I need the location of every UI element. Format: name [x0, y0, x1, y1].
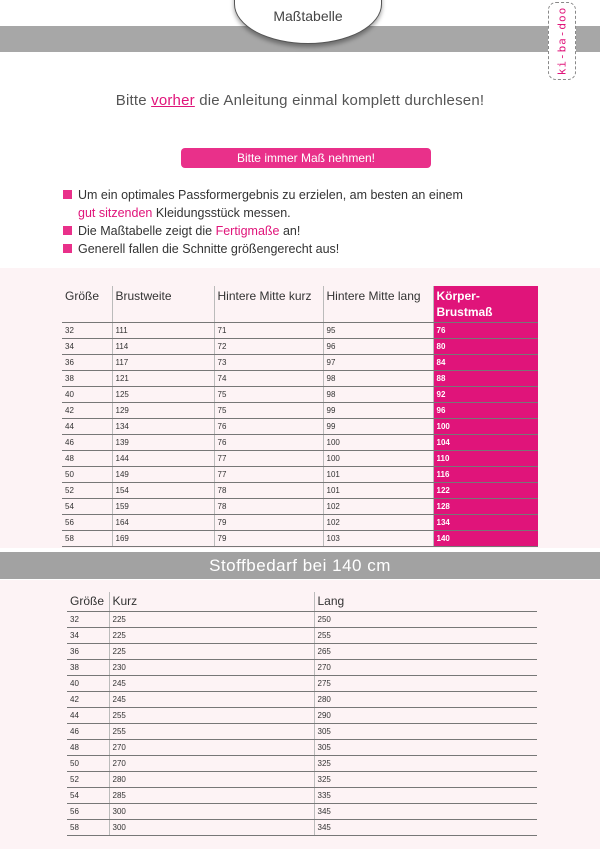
- tip-highlight: gut sitzenden: [78, 206, 153, 220]
- table-cell: 56: [67, 804, 109, 820]
- table-cell: 50: [62, 467, 112, 483]
- column-header: Hintere Mitte kurz: [214, 286, 323, 323]
- table-cell: 48: [67, 740, 109, 756]
- table-row: [67, 772, 537, 788]
- table-row: [67, 628, 537, 644]
- table-cell-highlight: 116: [433, 467, 538, 483]
- table-cell: 255: [314, 628, 537, 644]
- table-cell: 97: [323, 355, 433, 371]
- table-cell-highlight: 110: [433, 451, 538, 467]
- column-header-highlight: Körper-Brustmaß: [433, 286, 538, 323]
- table-cell: 230: [109, 660, 314, 676]
- table-row: [67, 708, 537, 724]
- table-cell: 40: [67, 676, 109, 692]
- table-cell: 48: [62, 451, 112, 467]
- table-cell: 169: [112, 531, 214, 547]
- table-row: [62, 355, 538, 371]
- note-text-after: die Anleitung einmal komplett durchlesen!: [194, 92, 485, 109]
- tip-text: Kleidungsstück messen.: [152, 206, 291, 220]
- table-cell: 225: [109, 612, 314, 628]
- table-cell: 149: [112, 467, 214, 483]
- table-cell: 275: [314, 676, 537, 692]
- tip-text: an!: [279, 224, 301, 238]
- table-cell-highlight: 134: [433, 515, 538, 531]
- table-cell-highlight: 122: [433, 483, 538, 499]
- table-cell-highlight: 96: [433, 403, 538, 419]
- table-cell: 98: [323, 387, 433, 403]
- table-row: [62, 387, 538, 403]
- table-cell: 102: [323, 515, 433, 531]
- table-cell: 44: [62, 419, 112, 435]
- table-cell: 305: [314, 740, 537, 756]
- table-cell: 154: [112, 483, 214, 499]
- table-cell: 285: [109, 788, 314, 804]
- column-header: Lang: [314, 592, 537, 612]
- table-row: [62, 531, 538, 547]
- fabric-section-band: [0, 552, 600, 579]
- table-cell: 164: [112, 515, 214, 531]
- table-row: [67, 788, 537, 804]
- size-table-body: [62, 323, 538, 547]
- table-cell: 99: [323, 403, 433, 419]
- table-cell: 58: [67, 820, 109, 836]
- table-cell: 325: [314, 756, 537, 772]
- table-cell: 125: [112, 387, 214, 403]
- table-cell: 77: [214, 467, 323, 483]
- brand-logo: [548, 2, 576, 80]
- table-cell-highlight: 140: [433, 531, 538, 547]
- table-cell: 50: [67, 756, 109, 772]
- table-row: [67, 644, 537, 660]
- table-cell: 79: [214, 515, 323, 531]
- tip-item: [63, 240, 533, 258]
- table-cell-highlight: 80: [433, 339, 538, 355]
- table-cell-highlight: 76: [433, 323, 538, 339]
- table-cell: 54: [62, 499, 112, 515]
- table-row: [62, 323, 538, 339]
- table-cell: 117: [112, 355, 214, 371]
- table-cell: 159: [112, 499, 214, 515]
- table-cell: 98: [323, 371, 433, 387]
- table-cell: 72: [214, 339, 323, 355]
- table-row: [67, 756, 537, 772]
- table-row: [67, 692, 537, 708]
- table-cell: 77: [214, 451, 323, 467]
- table-cell: 46: [62, 435, 112, 451]
- table-row: [62, 435, 538, 451]
- bullet-square-icon: [63, 190, 72, 199]
- table-cell: 56: [62, 515, 112, 531]
- table-row: [67, 740, 537, 756]
- table-cell: 300: [109, 820, 314, 836]
- table-cell-highlight: 128: [433, 499, 538, 515]
- table-row: [62, 419, 538, 435]
- table-row: [67, 724, 537, 740]
- fabric-section-title: Stoffbedarf bei 140 cm: [209, 556, 391, 575]
- table-cell: 270: [314, 660, 537, 676]
- table-cell: 101: [323, 483, 433, 499]
- table-cell: 42: [62, 403, 112, 419]
- table-cell: 100: [323, 451, 433, 467]
- table-cell: 129: [112, 403, 214, 419]
- table-cell: 75: [214, 403, 323, 419]
- table-cell: 40: [62, 387, 112, 403]
- column-header: Größe: [62, 286, 112, 323]
- table-cell: 255: [109, 724, 314, 740]
- fabric-table: [67, 592, 537, 836]
- table-row: [62, 515, 538, 531]
- table-cell-highlight: 88: [433, 371, 538, 387]
- table-cell: 58: [62, 531, 112, 547]
- table-cell: 345: [314, 804, 537, 820]
- table-cell: 114: [112, 339, 214, 355]
- table-cell: 255: [109, 708, 314, 724]
- tip-item: [63, 222, 533, 240]
- table-cell: 300: [109, 804, 314, 820]
- table-cell: 46: [67, 724, 109, 740]
- table-cell: 42: [67, 692, 109, 708]
- table-row: [62, 451, 538, 467]
- tip-text: Generell fallen die Schnitte größengerecht aus!: [78, 242, 340, 256]
- table-row: [62, 403, 538, 419]
- note-text-before: Bitte: [115, 92, 152, 109]
- tip-text: Die Maßtabelle zeigt die: [78, 224, 216, 238]
- tip-text: Um ein optimales Passformergebnis zu erzielen, am besten an einem: [78, 188, 463, 202]
- table-row: [67, 804, 537, 820]
- table-cell: 102: [323, 499, 433, 515]
- table-cell: 144: [112, 451, 214, 467]
- table-cell: 96: [323, 339, 433, 355]
- table-cell: 52: [67, 772, 109, 788]
- table-row: [62, 499, 538, 515]
- table-cell: 32: [62, 323, 112, 339]
- table-cell: 36: [62, 355, 112, 371]
- table-cell: 101: [323, 467, 433, 483]
- table-cell: 73: [214, 355, 323, 371]
- table-cell: 74: [214, 371, 323, 387]
- column-header: Brustweite: [112, 286, 214, 323]
- table-cell: 32: [67, 612, 109, 628]
- fabric-table-body: [67, 612, 537, 836]
- table-row: [62, 339, 538, 355]
- table-cell: 325: [314, 772, 537, 788]
- bullet-square-icon: [63, 226, 72, 235]
- table-cell: 103: [323, 531, 433, 547]
- column-header: Größe: [67, 592, 109, 612]
- bullet-square-icon: [63, 244, 72, 253]
- table-cell: 121: [112, 371, 214, 387]
- table-cell: 36: [67, 644, 109, 660]
- table-cell: 265: [314, 644, 537, 660]
- table-cell: 270: [109, 740, 314, 756]
- table-cell: 78: [214, 483, 323, 499]
- table-cell: 111: [112, 323, 214, 339]
- table-cell: 52: [62, 483, 112, 499]
- fabric-table-header-row: [67, 592, 537, 612]
- table-cell-highlight: 84: [433, 355, 538, 371]
- table-cell: 44: [67, 708, 109, 724]
- table-cell: 280: [314, 692, 537, 708]
- table-row: [62, 467, 538, 483]
- table-cell-highlight: 92: [433, 387, 538, 403]
- table-cell: 34: [67, 628, 109, 644]
- table-cell: 99: [323, 419, 433, 435]
- column-header: Hintere Mitte lang: [323, 286, 433, 323]
- table-cell-highlight: 100: [433, 419, 538, 435]
- table-cell: 100: [323, 435, 433, 451]
- table-cell: 79: [214, 531, 323, 547]
- table-row: [67, 660, 537, 676]
- table-cell: 95: [323, 323, 433, 339]
- table-cell: 139: [112, 435, 214, 451]
- tip-highlight: Fertigmaße: [215, 224, 280, 238]
- page-title: Maßtabelle: [273, 8, 343, 24]
- table-cell: 345: [314, 820, 537, 836]
- table-cell: 76: [214, 435, 323, 451]
- table-cell: 245: [109, 676, 314, 692]
- table-row: [67, 676, 537, 692]
- size-table-header-row: [62, 286, 538, 323]
- table-row: [62, 483, 538, 499]
- note-link[interactable]: vorher: [151, 92, 195, 109]
- column-header: Kurz: [109, 592, 314, 612]
- table-cell: 225: [109, 628, 314, 644]
- measure-reminder-badge: Bitte immer Maß nehmen!: [181, 148, 431, 168]
- table-row: [67, 820, 537, 836]
- table-cell: 78: [214, 499, 323, 515]
- brand-logo-text: ki-ba-doo: [555, 6, 569, 76]
- table-row: [62, 371, 538, 387]
- table-cell: 280: [109, 772, 314, 788]
- tips-list: [63, 186, 533, 258]
- table-cell: 38: [67, 660, 109, 676]
- table-cell: 225: [109, 644, 314, 660]
- table-cell: 75: [214, 387, 323, 403]
- table-cell: 134: [112, 419, 214, 435]
- table-cell: 335: [314, 788, 537, 804]
- table-cell: 305: [314, 724, 537, 740]
- table-cell: 290: [314, 708, 537, 724]
- table-row: [67, 612, 537, 628]
- size-table: [62, 286, 538, 547]
- table-cell-highlight: 104: [433, 435, 538, 451]
- read-instructions-note: [0, 92, 600, 109]
- table-cell: 71: [214, 323, 323, 339]
- table-cell: 245: [109, 692, 314, 708]
- tip-item: [63, 186, 533, 222]
- table-cell: 38: [62, 371, 112, 387]
- table-cell: 250: [314, 612, 537, 628]
- table-cell: 54: [67, 788, 109, 804]
- table-cell: 76: [214, 419, 323, 435]
- table-cell: 270: [109, 756, 314, 772]
- table-cell: 34: [62, 339, 112, 355]
